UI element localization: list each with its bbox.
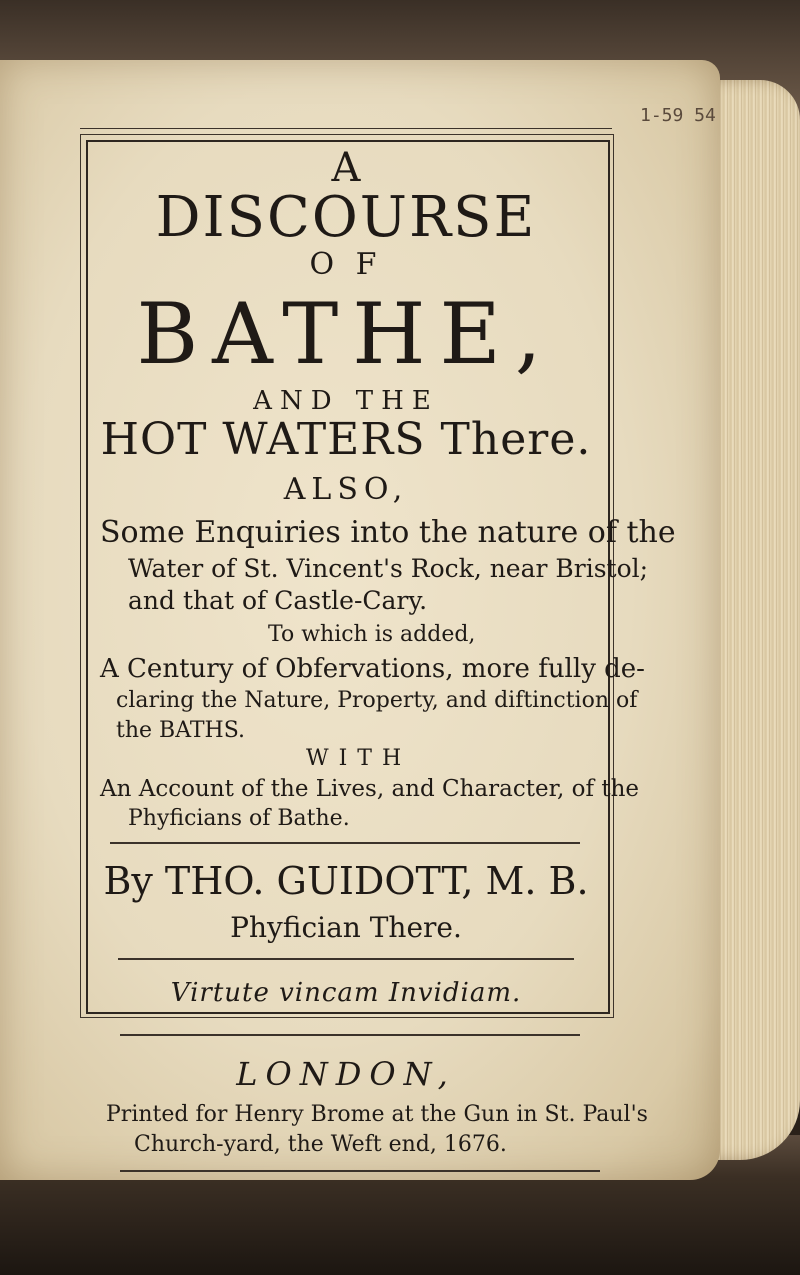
enquiries-line-2: Water of St. Vincent's Rock, near Bristol; <box>128 554 649 583</box>
rule-4 <box>120 1170 600 1172</box>
rule-2 <box>118 958 574 960</box>
account-line-2: Phyficians of Bathe. <box>128 806 350 831</box>
corner-mark: 1-59 54 <box>640 105 716 126</box>
author-line: By THO. GUIDOTT, M. B. <box>103 859 589 903</box>
century-line-2: claring the Nature, Property, and diftinction of <box>116 688 638 713</box>
motto-line: Virtute vincam Invidiam. <box>170 978 522 1008</box>
place-line: LONDON, <box>236 1055 456 1093</box>
title-bathe: BATHE, <box>136 285 556 383</box>
enquiries-line-1: Some Enquiries into the nature of the <box>100 515 676 550</box>
added-line: To which is added, <box>268 622 476 647</box>
title-and-the: AND THE <box>253 386 439 416</box>
rule-3 <box>120 1034 580 1036</box>
century-line-3: the BATHS. <box>116 718 246 743</box>
with-line: WITH <box>306 746 412 771</box>
century-line-1: A Century of Obfervations, more fully de- <box>100 654 645 684</box>
title-of: O F <box>309 247 383 282</box>
rule-1 <box>110 842 580 844</box>
enquiries-line-3: and that of Castle-Cary. <box>128 586 428 615</box>
title-hot-waters: HOT WATERS There. <box>100 414 592 465</box>
imprint-line-1: Printed for Henry Brome at the Gun in St. Paul's <box>106 1102 648 1127</box>
imprint-line-2: Church-yard, the Weft end, 1676. <box>134 1132 507 1157</box>
title-discourse: DISCOURSE <box>155 185 537 250</box>
author-role: Phyfician There. <box>230 911 462 944</box>
top-rule <box>80 128 612 129</box>
account-line-1: An Account of the Lives, and Character, of the <box>100 776 639 802</box>
title-also: ALSO, <box>283 472 409 507</box>
title-article: A <box>331 145 361 191</box>
